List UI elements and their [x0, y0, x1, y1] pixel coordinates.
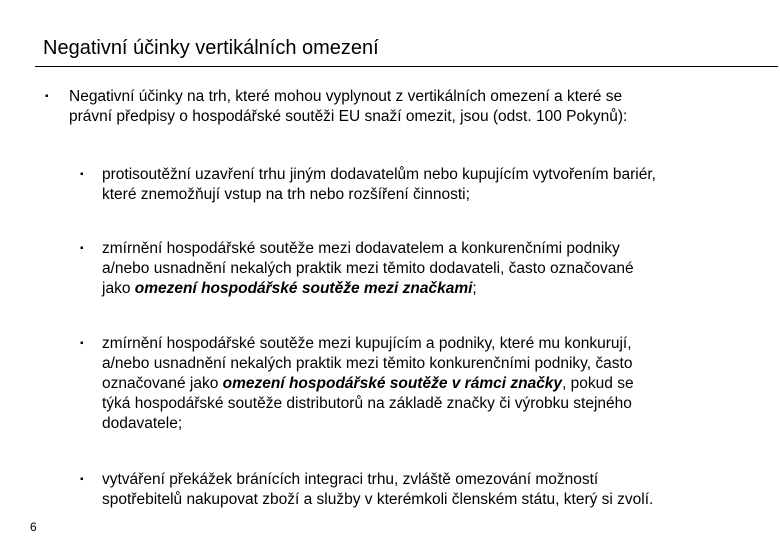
sub-bullet-3-line-2: a/nebo usnadnění nekalých praktik mezi těmito konkurenčními podniky, často [102, 355, 633, 372]
sub-bullet-4-line-2: spotřebitelů nakupovat zboží a služby v kterémkoli členském státu, který si zvolí. [102, 491, 654, 508]
sub-bullet-2-line-1: zmírnění hospodářské soutěže mezi dodavatelem a konkurenčními podniky [102, 240, 620, 257]
sub-bullet-2-line-2: a/nebo usnadnění nekalých praktik mezi těmito dodavateli, často označované [102, 260, 634, 277]
title-divider [35, 66, 778, 67]
sub-bullet-1 [80, 165, 656, 205]
sub-bullet-2-line-3 [102, 279, 634, 299]
sub-bullet-3-line-5: dodavatele; [102, 415, 183, 432]
sub-bullet-1-line-2: které znemožňují vstup na trh nebo rozšíření činnosti; [102, 186, 470, 203]
sub-bullet-2-emphasis: omezení hospodářské soutěže mezi značkami [134, 280, 473, 297]
sub-bullet-3-line-1: zmírnění hospodářské soutěže mezi kupujícím a podniky, které mu konkurují, [102, 335, 632, 352]
bullet-square-icon: ▪ [80, 169, 84, 180]
sub-bullet-4 [80, 470, 653, 510]
bullet-square-icon: ▪ [80, 243, 84, 254]
bullet-square-icon: ▪ [45, 91, 49, 102]
sub-bullet-3-emphasis: omezení hospodářské soutěže v rámci značky [222, 375, 563, 392]
sub-bullet-2-line-3-pre: jako [102, 280, 135, 297]
sub-bullet-2-line-3-post: ; [472, 280, 477, 297]
sub-bullet-3-line-3-post: , pokud se [562, 375, 634, 392]
bullet-square-icon: ▪ [80, 338, 84, 349]
page-number: 6 [30, 520, 37, 534]
intro-line-1: Negativní účinky na trh, které mohou vyplynout z vertikálních omezení a které se [69, 88, 623, 105]
sub-bullet-3 [80, 334, 634, 434]
bullet-square-icon: ▪ [80, 474, 84, 485]
sub-bullet-3-line-3-pre: označované jako [102, 375, 223, 392]
sub-bullet-2 [80, 239, 634, 299]
sub-bullet-1-line-1: protisoutěžní uzavření trhu jiným dodavatelům nebo kupujícím vytvořením bariér, [102, 166, 656, 183]
intro-bullet [45, 87, 627, 127]
sub-bullet-3-line-3 [102, 374, 634, 394]
intro-line-2: právní předpisy o hospodářské soutěži EU snaží omezit, jsou (odst. 100 Pokynů): [69, 108, 628, 125]
slide-title: Negativní účinky vertikálních omezení [43, 37, 379, 59]
sub-bullet-4-line-1: vytváření překážek bránících integraci trhu, zvláště omezování možností [102, 471, 599, 488]
sub-bullet-3-line-4: týká hospodářské soutěže distributorů na základě značky či výrobku stejného [102, 395, 632, 412]
